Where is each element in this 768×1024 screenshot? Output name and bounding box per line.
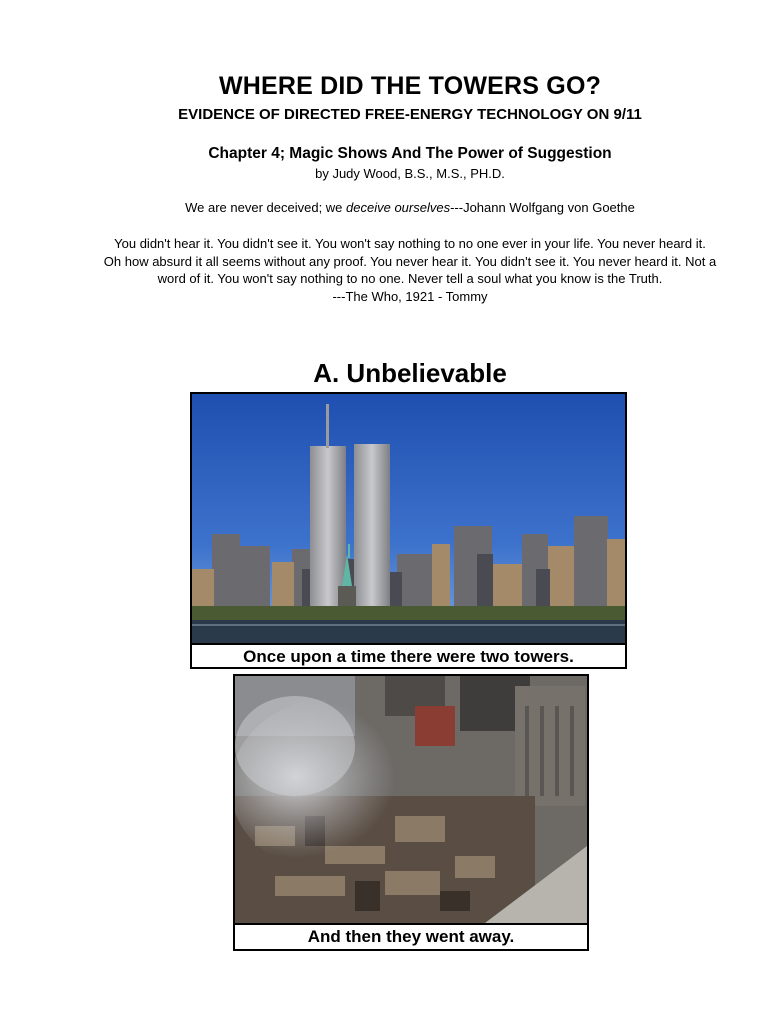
lyrics-line: word of it. You won't say nothing to no one. Never tell a soul what you know is the Truth.: [157, 271, 663, 286]
quote-emphasis: deceive ourselves: [346, 200, 451, 215]
lyrics-quote: [100, 235, 720, 305]
figure-caption: Once upon a time there were two towers.: [192, 643, 625, 667]
lyrics-line: Oh how absurd it all seems without any proof. You never hear it. You didn't see it. You never heard it. Not a: [103, 253, 717, 269]
chapter-heading: Chapter 4; Magic Shows And The Power of Suggestion: [208, 145, 612, 162]
author-byline: by Judy Wood, B.S., M.S., PH.D.: [315, 166, 505, 181]
goethe-quote: [100, 200, 720, 215]
quote-after: ---Johann Wolfgang von Goethe: [450, 200, 635, 215]
document-title: WHERE DID THE TOWERS GO?: [218, 72, 602, 100]
figure-twin-towers: [190, 392, 627, 669]
quote-before: We are never deceived; we: [185, 200, 347, 215]
twin-towers-photo: [192, 394, 625, 643]
document-subtitle: EVIDENCE OF DIRECTED FREE-ENERGY TECHNOLOGY ON 9/11: [178, 106, 642, 123]
figure-rubble: [233, 674, 589, 951]
lyrics-attribution: ---The Who, 1921 - Tommy: [332, 288, 488, 304]
figure-caption: And then they went away.: [235, 923, 587, 949]
rubble-photo: [235, 676, 587, 923]
section-heading: A. Unbelievable: [313, 358, 507, 388]
lyrics-line: You didn't hear it. You didn't see it. You won't say nothing to no one ever in your life. You never heard it.: [114, 236, 706, 251]
